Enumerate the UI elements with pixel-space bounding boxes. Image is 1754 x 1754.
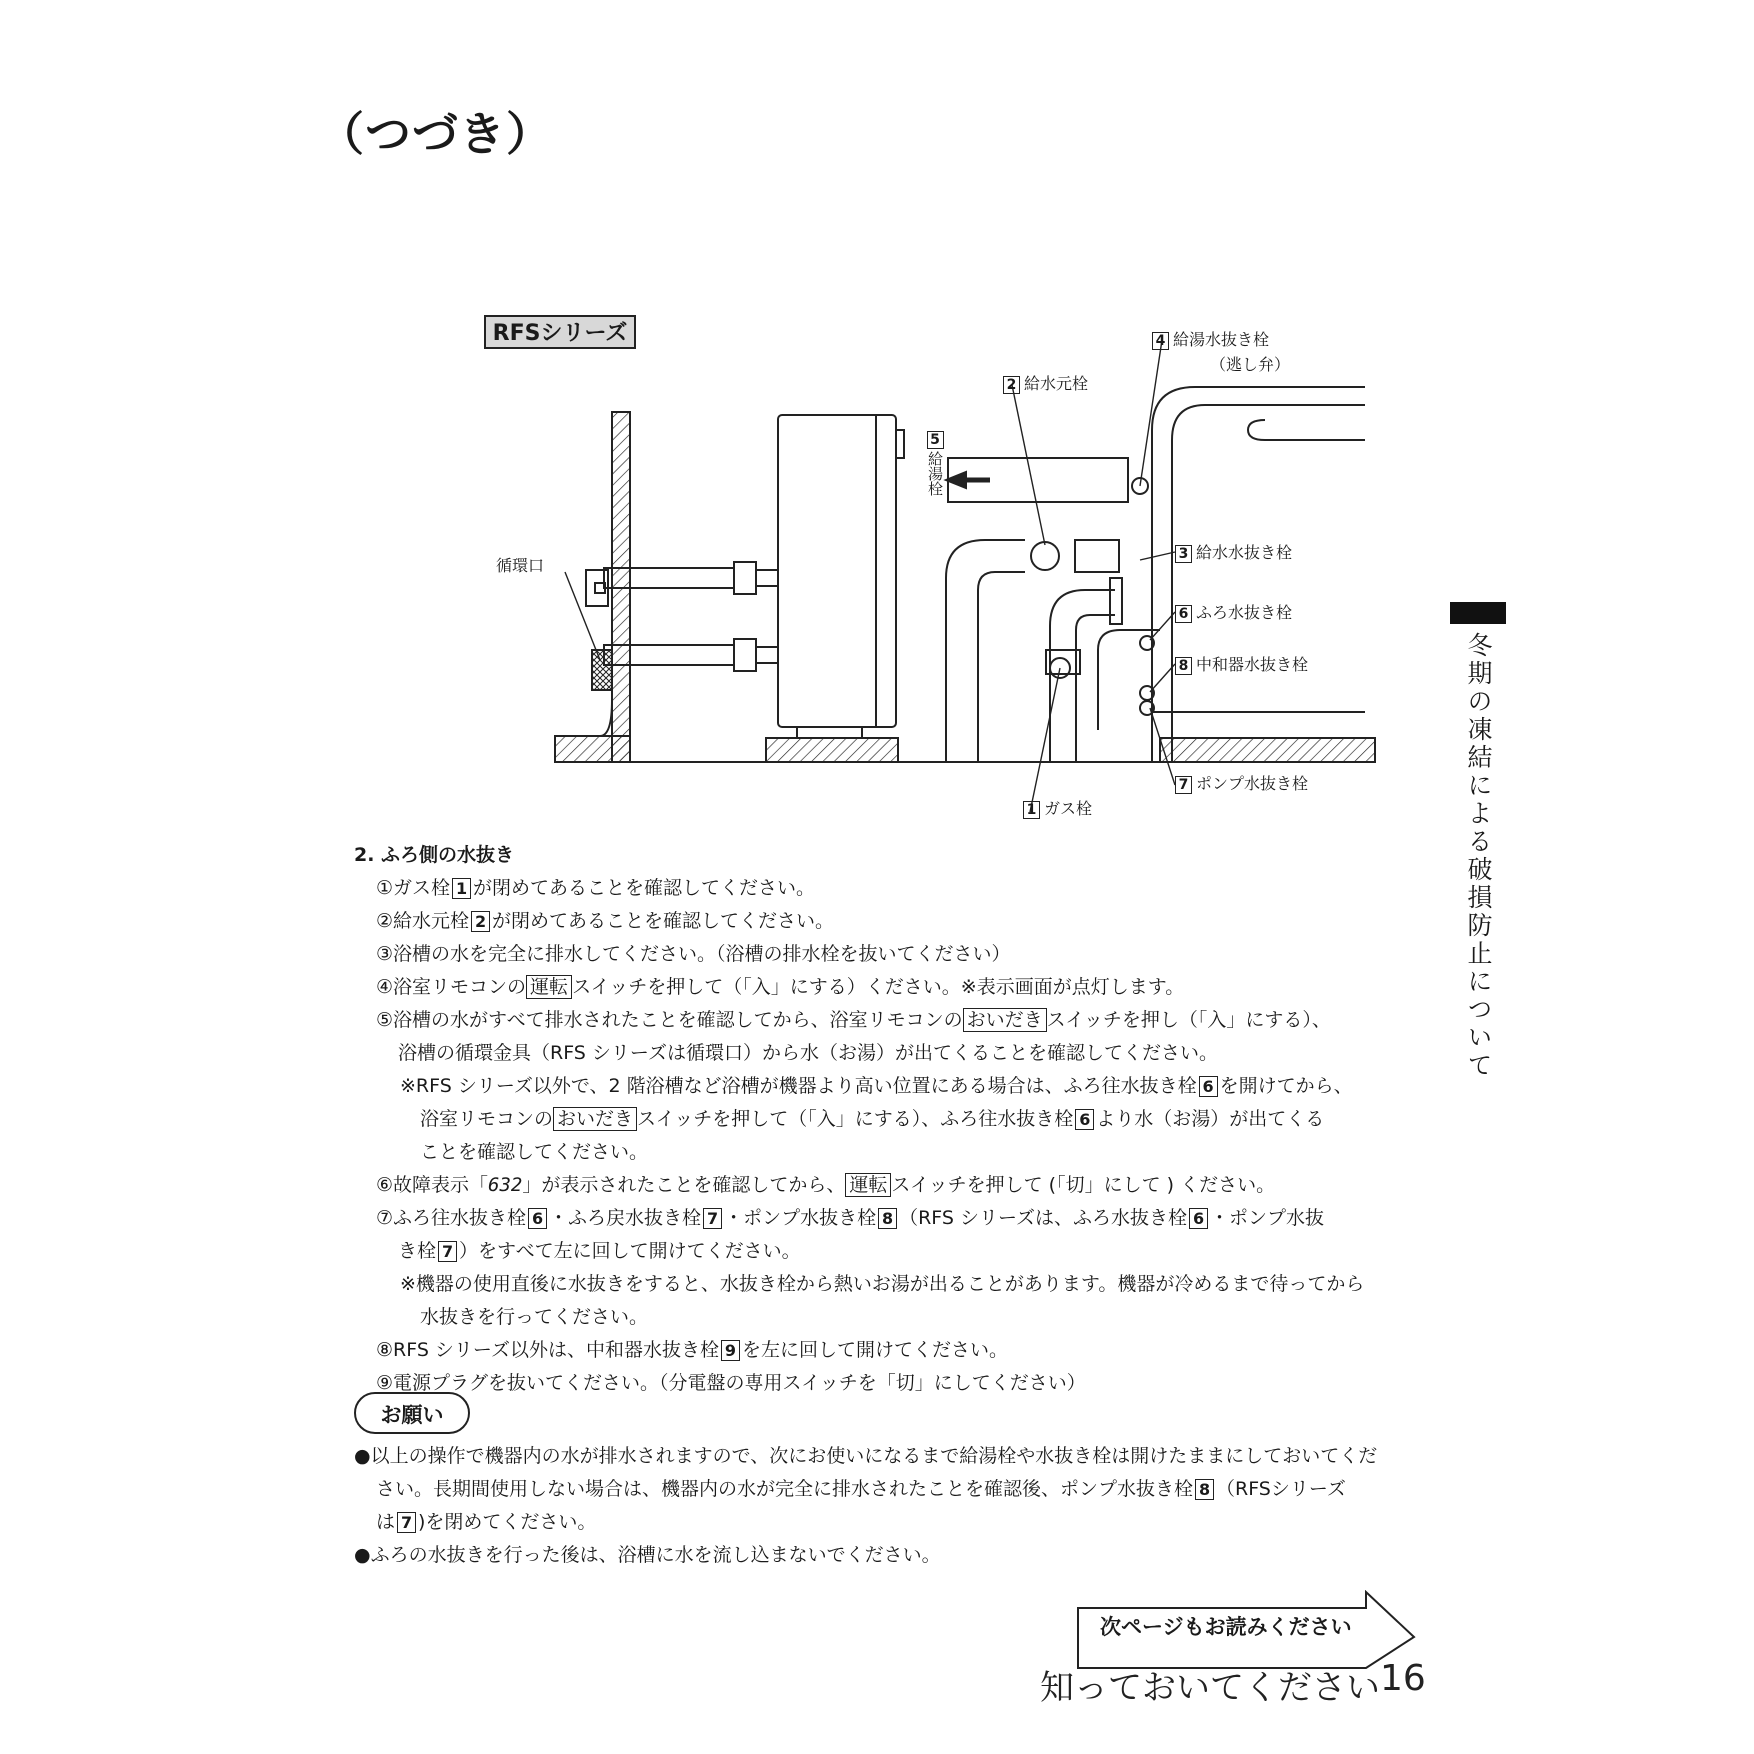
page-number: 16 (1380, 1658, 1426, 1699)
side-tab-marker (1450, 602, 1506, 624)
note-1: ※RFS シリーズ以外で、2 階浴槽など浴槽が機器より高い位置にある場合は、ふろ往水抜き栓 6 を開けてから、 (400, 1075, 1353, 1097)
step-6: ⑥故障表示「632」が表示されたことを確認してから、 運転 スイッチを押して (「切」にして ) ください。 (376, 1174, 1276, 1196)
key-oidaki-2: おいだき (553, 1107, 637, 1131)
note-1-cont2: ことを確認してください。 (420, 1141, 649, 1163)
footer-title: 知っておいてください (1040, 1668, 1380, 1708)
callout-2: 2 (1003, 376, 1020, 394)
callout-7: 7 (1175, 776, 1192, 794)
label-bath-drain: 6 ふろ水抜き栓 (1175, 600, 1292, 623)
step-4: ④浴室リモコンの 運転 スイッチを押して（「入」にする）ください。※表示画面が点灯します。 (376, 976, 1185, 998)
label-water-main: 2 給水元栓 (1003, 371, 1088, 394)
request-bullets (354, 1440, 1434, 1572)
step-5-cont: 浴槽の循環金具（RFS シリーズは循環口）から水（お湯）が出てくることを確認してください。 (398, 1042, 1218, 1064)
callout-8: 8 (1175, 657, 1192, 675)
label-hot-tap: 5 給湯栓 (926, 432, 944, 496)
step-1: ①ガス栓 1 が閉めてあることを確認してください。 (376, 877, 816, 899)
error-code: 632 (488, 1174, 523, 1196)
label-hot-drain: 4 給湯水抜き栓 (1152, 327, 1269, 350)
callout-6: 6 (1175, 605, 1192, 623)
key-unten: 運転 (526, 975, 572, 999)
step-9: ⑨電源プラグを抜いてください。（分電盤の専用スイッチを「切」にしてください） (376, 1372, 1086, 1394)
step-7-cont: き栓 7 ）をすべて左に回して開けてください。 (398, 1240, 801, 1262)
bullet-1-line-3: は 7 )を閉めてください。 (376, 1511, 597, 1533)
bullet-1-line-2: さい。長期間使用しない場合は、機器内の水が完全に排水されたことを確認後、ポンプ水抜き栓 8 （RFSシリーズ (376, 1478, 1346, 1500)
step-7: ⑦ふろ往水抜き栓 6 ・ふろ戻水抜き栓 7 ・ポンプ水抜き栓 8 （RFS シリーズは、ふろ水抜き栓 6 ・ポンプ水抜 (376, 1207, 1325, 1229)
label-relief-valve: （逃し弁） (1210, 355, 1291, 374)
label-pump-drain: 7 ポンプ水抜き栓 (1175, 771, 1308, 794)
side-tab-title: 冬期の凍結による破損防止について (1464, 632, 1493, 1080)
callout-4: 4 (1152, 332, 1169, 350)
bullet-2: ●ふろの水抜きを行った後は、浴槽に水を流し込まないでください。 (354, 1544, 941, 1566)
label-gas-valve: 1 ガス栓 (1023, 796, 1092, 819)
key-unten-2: 運転 (845, 1173, 891, 1197)
step-8: ⑧RFS シリーズ以外は、中和器水抜き栓 9 を左に回して開けてください。 (376, 1339, 1008, 1361)
note-1-cont: 浴室リモコンの おいだき スイッチを押して（「入」にする）、ふろ往水抜き栓 6 より水（お湯）が出てくる (420, 1108, 1325, 1130)
note-2-cont: 水抜きを行ってください。 (420, 1306, 649, 1328)
bath-base (1160, 738, 1375, 762)
bullet-1-line-1: ●以上の操作で機器内の水が排水されますので、次にお使いになるまで給湯栓や水抜き栓は開けたままにしておいてくだ (354, 1445, 1378, 1467)
step-3: ③浴槽の水を完全に排水してください。（浴槽の排水栓を抜いてください） (376, 943, 1011, 965)
callout-3: 3 (1175, 545, 1192, 563)
series-label: RFSシリーズ (484, 315, 636, 349)
label-water-drain: 3 給水水抜き栓 (1175, 540, 1292, 563)
note-2: ※機器の使用直後に水抜きをすると、水抜き栓から熱いお湯が出ることがあります。機器が冷めるまで待ってから (400, 1273, 1365, 1295)
label-circulation-port: 循環口 (496, 556, 545, 575)
continued-heading: （つづき） (318, 107, 553, 161)
callout-1: 1 (1023, 801, 1040, 819)
floor-left (555, 736, 630, 762)
heater-base (766, 738, 898, 762)
callout-5: 5 (927, 431, 944, 449)
step-5: ⑤浴槽の水がすべて排水されたことを確認してから、浴室リモコンの おいだき スイッチを押し（「入」にする）、 (376, 1009, 1331, 1031)
section-title: 2. ふろ側の水抜き (354, 844, 515, 866)
step-2: ②給水元栓 2 が閉めてあることを確認してください。 (376, 910, 835, 932)
next-page-text[interactable]: 次ページもお読みください (1100, 1615, 1352, 1639)
key-oidaki: おいだき (963, 1008, 1047, 1032)
label-neutralizer-drain: 8 中和器水抜き栓 (1175, 652, 1308, 675)
request-badge: お願い (354, 1392, 470, 1434)
steps-list (376, 872, 1436, 1400)
